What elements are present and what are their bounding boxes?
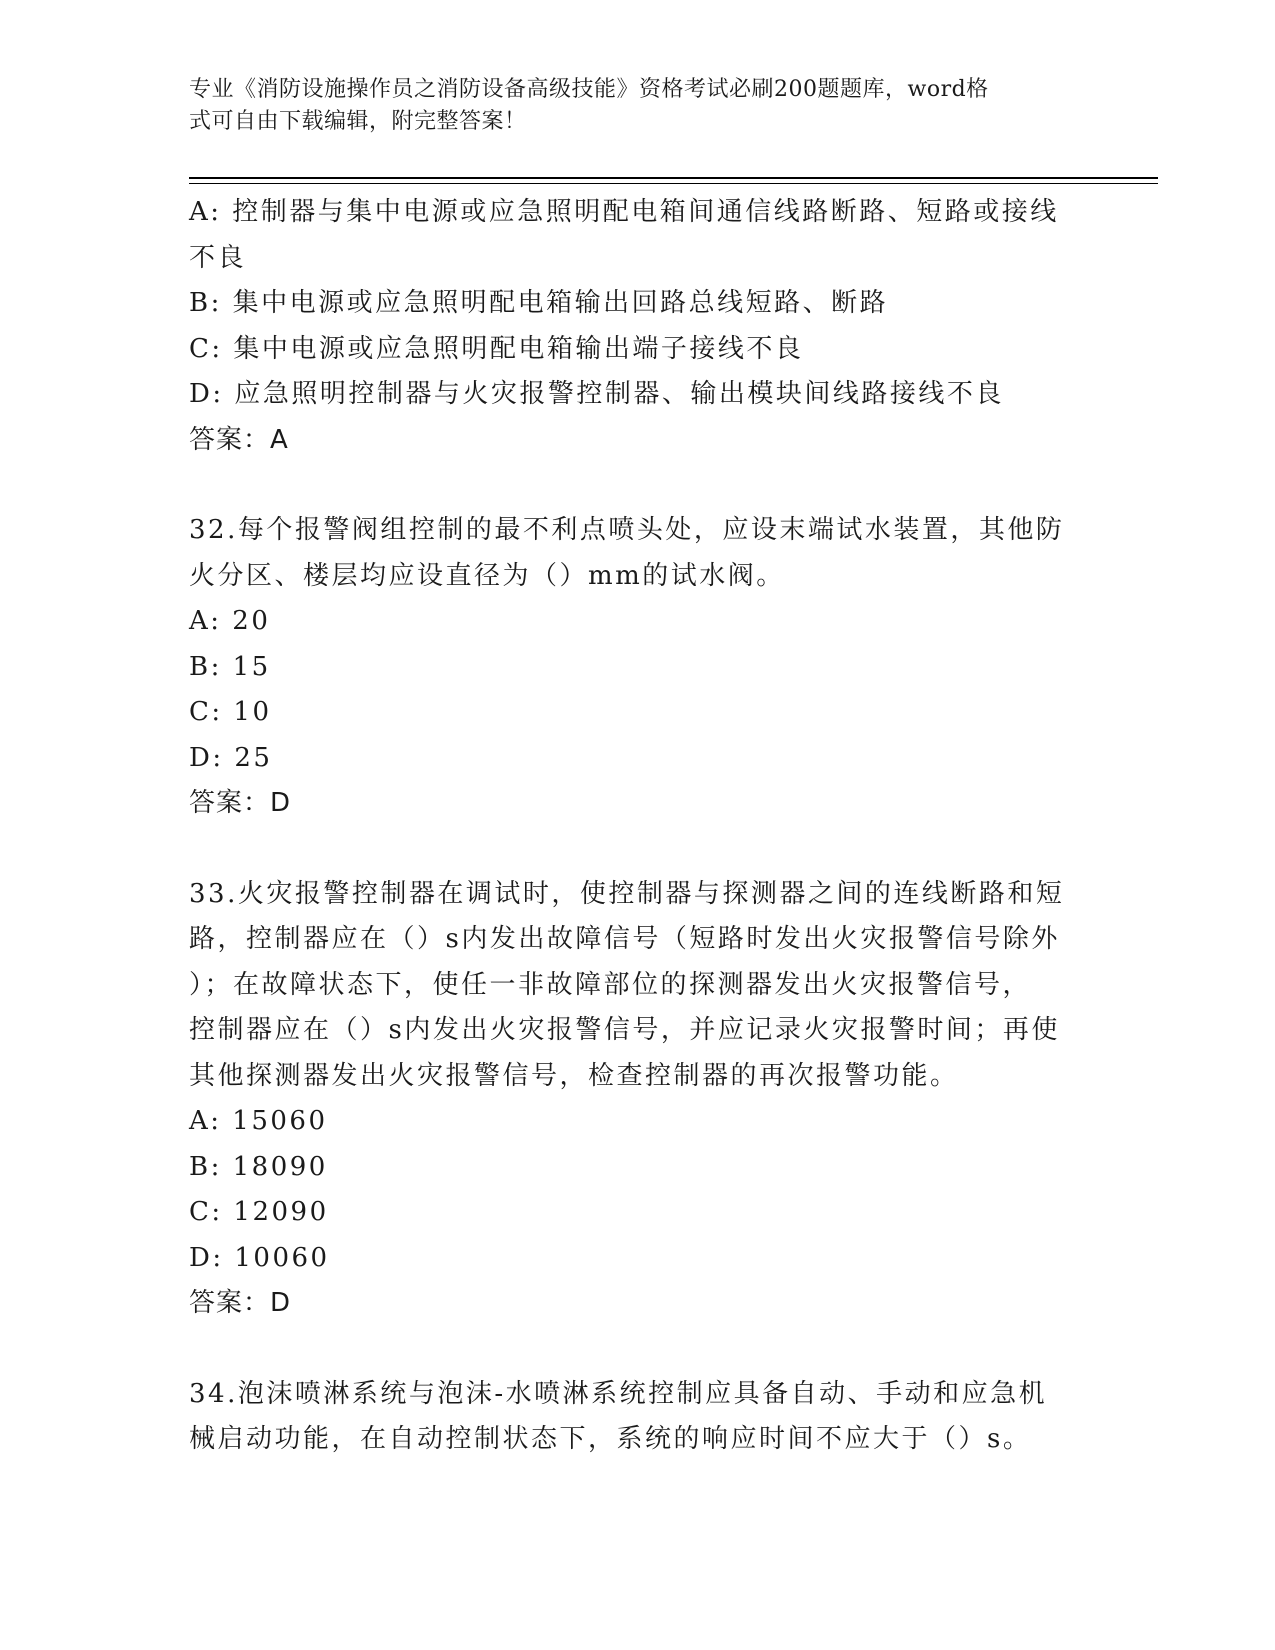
- option-b: B: 15: [189, 651, 271, 682]
- option-a-line-1: A: 控制器与集中电源或应急照明配电箱间通信线路断路、短路或接线: [189, 197, 1059, 227]
- answer: 答案：A: [189, 424, 289, 455]
- question-stem-line-5: 其他探测器发出火灾报警信号，检查控制器的再次报警功能。: [189, 1060, 959, 1091]
- header-divider-thin: [189, 183, 1158, 184]
- option-c: C: 10: [189, 697, 272, 727]
- answer: 答案：D: [189, 788, 292, 818]
- question-stem-line-2: 械启动功能，在自动控制状态下，系统的响应时间不应大于（）s。: [189, 1424, 1032, 1454]
- option-a-line-2: 不良: [189, 242, 247, 273]
- option-b: B: 18090: [189, 1151, 328, 1182]
- question-32: [189, 508, 1089, 827]
- option-d: D: 10060: [189, 1242, 330, 1273]
- answer: 答案：D: [189, 1288, 292, 1318]
- header-title-line-2: 式可自由下载编辑，附完整答案！: [189, 109, 527, 134]
- question-stem-line-4: 控制器应在（）s内发出火灾报警信号，并应记录火灾报警时间；再使: [189, 1015, 1060, 1045]
- question-spacer: [189, 1327, 1089, 1372]
- question-31: [189, 190, 1089, 463]
- question-list: [189, 190, 1089, 1463]
- option-c: C: 集中电源或应急照明配电箱输出端子接线不良: [189, 333, 804, 364]
- question-33: [189, 872, 1089, 1327]
- option-b: B: 集中电源或应急照明配电箱输出回路总线短路、断路: [189, 288, 889, 318]
- question-stem-line-2: 火分区、楼层均应设直径为（）mm的试水阀。: [189, 560, 785, 591]
- question-stem-line-2: 路，控制器应在（）s内发出故障信号（短路时发出火灾报警信号除外: [189, 924, 1060, 954]
- option-d: D: 25: [189, 742, 273, 773]
- question-spacer: [189, 827, 1089, 872]
- question-stem-line-1: 33.火灾报警控制器在调试时，使控制器与探测器之间的连线断路和短: [189, 878, 1065, 909]
- option-c: C: 12090: [189, 1197, 329, 1227]
- header-divider-thick: [189, 177, 1158, 179]
- question-stem-line-3: ）；在故障状态下，使任一非故障部位的探测器发出火灾报警信号，: [189, 969, 1032, 1000]
- question-stem-line-1: 32.每个报警阀组控制的最不利点喷头处，应设末端试水装置，其他防: [189, 515, 1065, 545]
- document-header: [189, 74, 1069, 138]
- question-spacer: [189, 463, 1089, 508]
- option-a: A: 20: [189, 606, 271, 636]
- header-title-line-1: 专业《消防设施操作员之消防设备高级技能》资格考试必刷200题题库，word格: [189, 77, 989, 102]
- question-34: [189, 1372, 1089, 1463]
- option-d: D: 应急照明控制器与火灾报警控制器、输出模块间线路接线不良: [189, 379, 1004, 409]
- question-stem-line-1: 34.泡沫喷淋系统与泡沫-水喷淋系统控制应具备自动、手动和应急机: [189, 1378, 1048, 1409]
- option-a: A: 15060: [189, 1106, 328, 1136]
